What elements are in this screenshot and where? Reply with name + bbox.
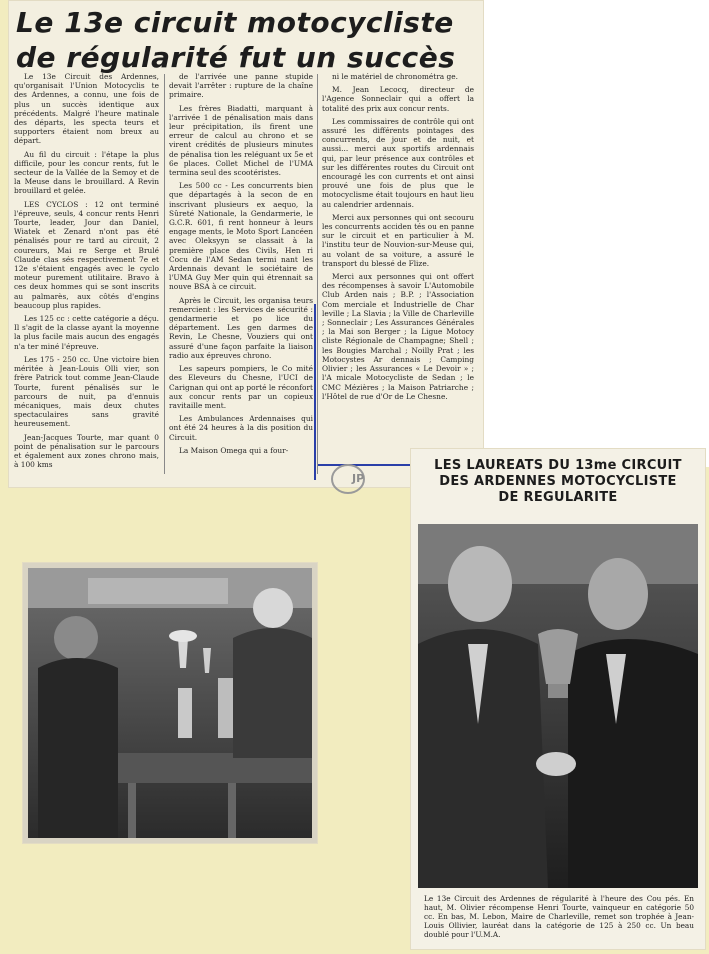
column-rule (317, 74, 318, 474)
col1-paragraph: Jean-Jacques Tourte, mar quant 0 point de pénalisation sur le parcours et également aux zones chrono mais, à 100 kms (14, 432, 159, 470)
laureates-clipping (410, 448, 706, 950)
photo-award-ceremony-left (28, 568, 312, 838)
column-rule (164, 74, 165, 474)
stamp-text: JP (352, 472, 365, 485)
col1-paragraph: Au fil du circuit : l'étape la plus difficile, pour les concur rents, fut le secteur de la Vallée de la Semoy et de la Meuse dans le brouillard. A Revin brouillard et gelée. (14, 149, 159, 196)
laureates-title (420, 458, 696, 506)
col1-paragraph: Le 13e Circuit des Ardennes, qu'organisait l'Union Motocyclis te des Ardennes, a connu, une fois de plus un succès identique aux précédents. Malgré l'heure matinale des départs, les specta teurs et supporters étaient nom breux au départ. (14, 72, 159, 146)
col3-paragraph: Merci aux personnes qui ont secouru les concurrents acciden tés ou en panne sur le circuit et en particulier à M. l'institu teur de Nouvion-sur-Meuse qui, au volant de sa voiture, a assuré le transport du blessé de Flize. (322, 212, 474, 268)
photo-scene-icon (418, 524, 698, 888)
article-column-3 (322, 72, 474, 405)
photo-clipping-left (22, 562, 318, 844)
col2-paragraph: La Maison Omega qui a four- (179, 445, 289, 455)
col3-paragraph: ni le matériel de chronométra ge. (332, 72, 458, 81)
col2-paragraph: Les Ambulances Ardennaises qui ont été 24 heures à la dis position du Circuit. (169, 414, 313, 442)
article-clipping (8, 0, 484, 488)
laureates-title-line-2: DES ARDENNES MOTOCYCLISTE (439, 474, 677, 489)
col3-paragraph: Merci aux personnes qui ont offert des récompenses à savoir L'Automobile Club Arden nais ; B.P. ; l'Association Com merciale et Industrielle de Char leville ; La Slavia ; la Ville de Charleville ; Sonneclair ; Les Assurances Générales ; la Mai son Berger ; la Ligue Motocy cliste Régionale de Champagne; Shell ; les Bougies Marchal ; Noilly Prat ; les Motocystes Ar dennais ; Camping Olivier ; les Assurances « Le Devoir » ; l'A micale Motocycliste de Sedan ; le CMC Mézières ; la Maison Patriarche ; l'Hôtel de rue d'Or de Le Chesne. (322, 272, 474, 401)
col2-paragraph: Les frères Biadatti, marquant à l'arrivée 1 de pénalisation mais dans leur précipitation, ils firent une erreur de calcul au chrono et se virent crédités de plusieurs minutes de pénalisa tion les reléguant ux 5e et 6e places. Collet Michel de l'UMA termina seul des scootéristes. (169, 103, 313, 178)
col3-paragraph: Les commissaires de contrôle qui ont assuré les différents pointages des concurrents, de jour et de nuit, et aussi... merci aux sportifs ardennais qui, par leur présence aux contrôles et sur les différentes routes du Circuit ont encouragé les con currents et ont ainsi prouvé une fois de plus que le motocyclisme était toujours en haut lieu au calendrier ardennais. (322, 116, 474, 209)
col2-paragraph: Après le Circuit, les organisa teurs remercient : les Services de sécurité : gendarmerie et po lice du département. Les gen darmes de Revin, Le Chesne, Vouziers qui ont assuré d'une façon parfaite la liaison radio aux épreuves chrono. (169, 295, 313, 360)
photo-award-ceremony-right (418, 524, 698, 888)
col1-paragraph: Les 175 - 250 cc. Une victoire bien méritée à Jean-Louis Olli vier, son frère Patrick tout comme Jean-Claude Tourte, furent pénalisés sur le parcours de nuit, pa d'ennuis mécaniques, mais deux chutes spectaculaires sans gravité heureusement. (14, 354, 159, 429)
col1-paragraph: LES CYCLOS : 12 ont terminé l'épreuve, seuls, 4 concur rents Henri Tourte, leader, Jour dan Daniel, Wiatek et Zenard n'ont pas été pénalisés pour re tard au circuit, 2 coureurs, Mai re Serge et Brulé Claude clas sés respectivement 7e et 12e s'étaient engagés avec le cyclo moteur purement utilitaire. Bravo à ces deux hommes qui se sont inscrits au palmarès, aux côtés d'engins beaucoup plus rapides. (14, 199, 159, 310)
col1-paragraph: Les 125 cc : cette catégorie a déçu. Il s'agit de la classe ayant la moyenne la plus facile mais aucun des engagés n'a ter miné l'épreuve. (14, 314, 159, 351)
col3-paragraph: M. Jean Lecocq, directeur de l'Agence Sonneclair qui a offert la totalité des prix aux concur rents. (322, 85, 474, 113)
headline-line-1: Le 13e circuit motocycliste (16, 6, 454, 39)
col2-paragraph: Les sapeurs pompiers, le Co mité des Eleveurs du Chesne, l'UCI de Carignan qui ont ap porté le réconfort aux concur rents par un copieux ravitaille ment. (169, 364, 313, 410)
article-column-1 (14, 72, 159, 473)
laureates-title-line-3: DE REGULARITE (498, 490, 618, 505)
article-column-2 (169, 72, 313, 459)
col2-paragraph: Les 500 cc - Les concurrents bien que départagés à la secon de en inscrivant plusieurs ex aequo, la Sûreté Nationale, la Gendarmerie, le G.C.R. 601, fi rent honneur à leurs engage ments, le Moto Sport Lancéen avec Oleksyyn se classait à la première place des Civils, Hen ri Cocu de l'AM Sedan termi nant les Ardennais devant le sociétaire de l'UMA Guy Mer quin qui étrennait sa nouve BSA à ce circuit. (169, 181, 313, 292)
photo-scene-icon (28, 568, 312, 838)
laureates-caption: Le 13e Circuit des Ardennes de régularité à l'heure des Cou pés. En haut, M. Olivier récompense Henri Tourte, vainqueur en catégorie 50 cc. En bas, M. Lebon, Maire de Charleville, remet son trophée à Jean-Louis Ollivier, lauréat dans la catégorie de 125 à 250 cc. Un beau doublé pour l'U.M.A. (424, 894, 694, 939)
laureates-title-line-1: LES LAUREATS DU 13me CIRCUIT (434, 458, 682, 473)
blue-pen-mark (314, 304, 316, 480)
article-headline (16, 6, 484, 78)
collection-stamp (330, 462, 376, 496)
headline-line-2: de régularité fut un succès (16, 41, 456, 74)
col2-paragraph: de l'arrivée une panne stupide devait l'arrêter : rupture de la chaîne primaire. (169, 72, 313, 100)
background-white-right (484, 0, 709, 447)
